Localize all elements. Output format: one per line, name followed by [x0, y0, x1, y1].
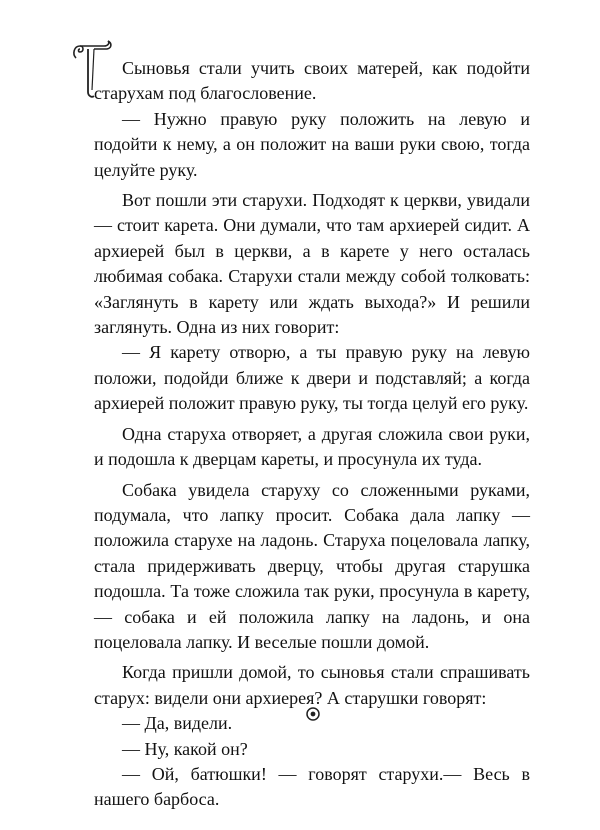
paragraph-1: Сыновья стали учить своих матерей, как подойти старухам под благословение. [94, 58, 530, 104]
paragraph-3: Вот пошли эти старухи. Подходят к церкви, увидали — стоит карета. Они думали, что там архиерей сидит. А архиерей был в церкви, а в карете у него осталась любимая собака. Старухи стали между собой толковать: «Заглянуть в карету или ждать выхода?» И решили заглянуть. Одна из них говорит: [94, 190, 530, 338]
paragraph-5: Одна старуха отворяет, а другая сложила свои руки, и подошла к дверцам кареты, и просунула их туда. [94, 423, 530, 470]
paragraph-2: — Нужно правую руку положить на левую и подойти к нему, а он положит на ваши руки свою, тогда целуйте руку. [94, 108, 530, 180]
story-text [94, 56, 530, 813]
paragraph-7: Когда пришли домой, то сыновья стали спрашивать старух: видели они архиерея? А старушки говорят: [94, 662, 530, 708]
paragraph-4: — Я карету отворю, а ты правую руку на левую положи, подойди ближе к двери и подставляй; а когда архиерей положит правую руку, ты тогда целуй его руку. [94, 342, 530, 414]
paragraph-10: — Ой, батюшки! — говорят старухи.— Весь в нашего барбоса. [94, 763, 530, 810]
paragraph-9: — Ну, какой он? [122, 738, 248, 759]
end-of-text-mark-icon [305, 706, 321, 722]
paragraph-8: — Да, видели. [122, 713, 233, 734]
paragraph-6: Собака увидела старуху со сложенными руками, подумала, что лапку просит. Собака дала лапку — положила старухе на ладонь. Старуха поцеловала лапку, стала придерживать дверцу, чтобы другая старушка подошла. Та тоже сложила так руки, просунула в карету,— собака и ей положила лапку на ладонь, и она поцеловала лапку. И веселые пошли домой. [94, 479, 530, 652]
